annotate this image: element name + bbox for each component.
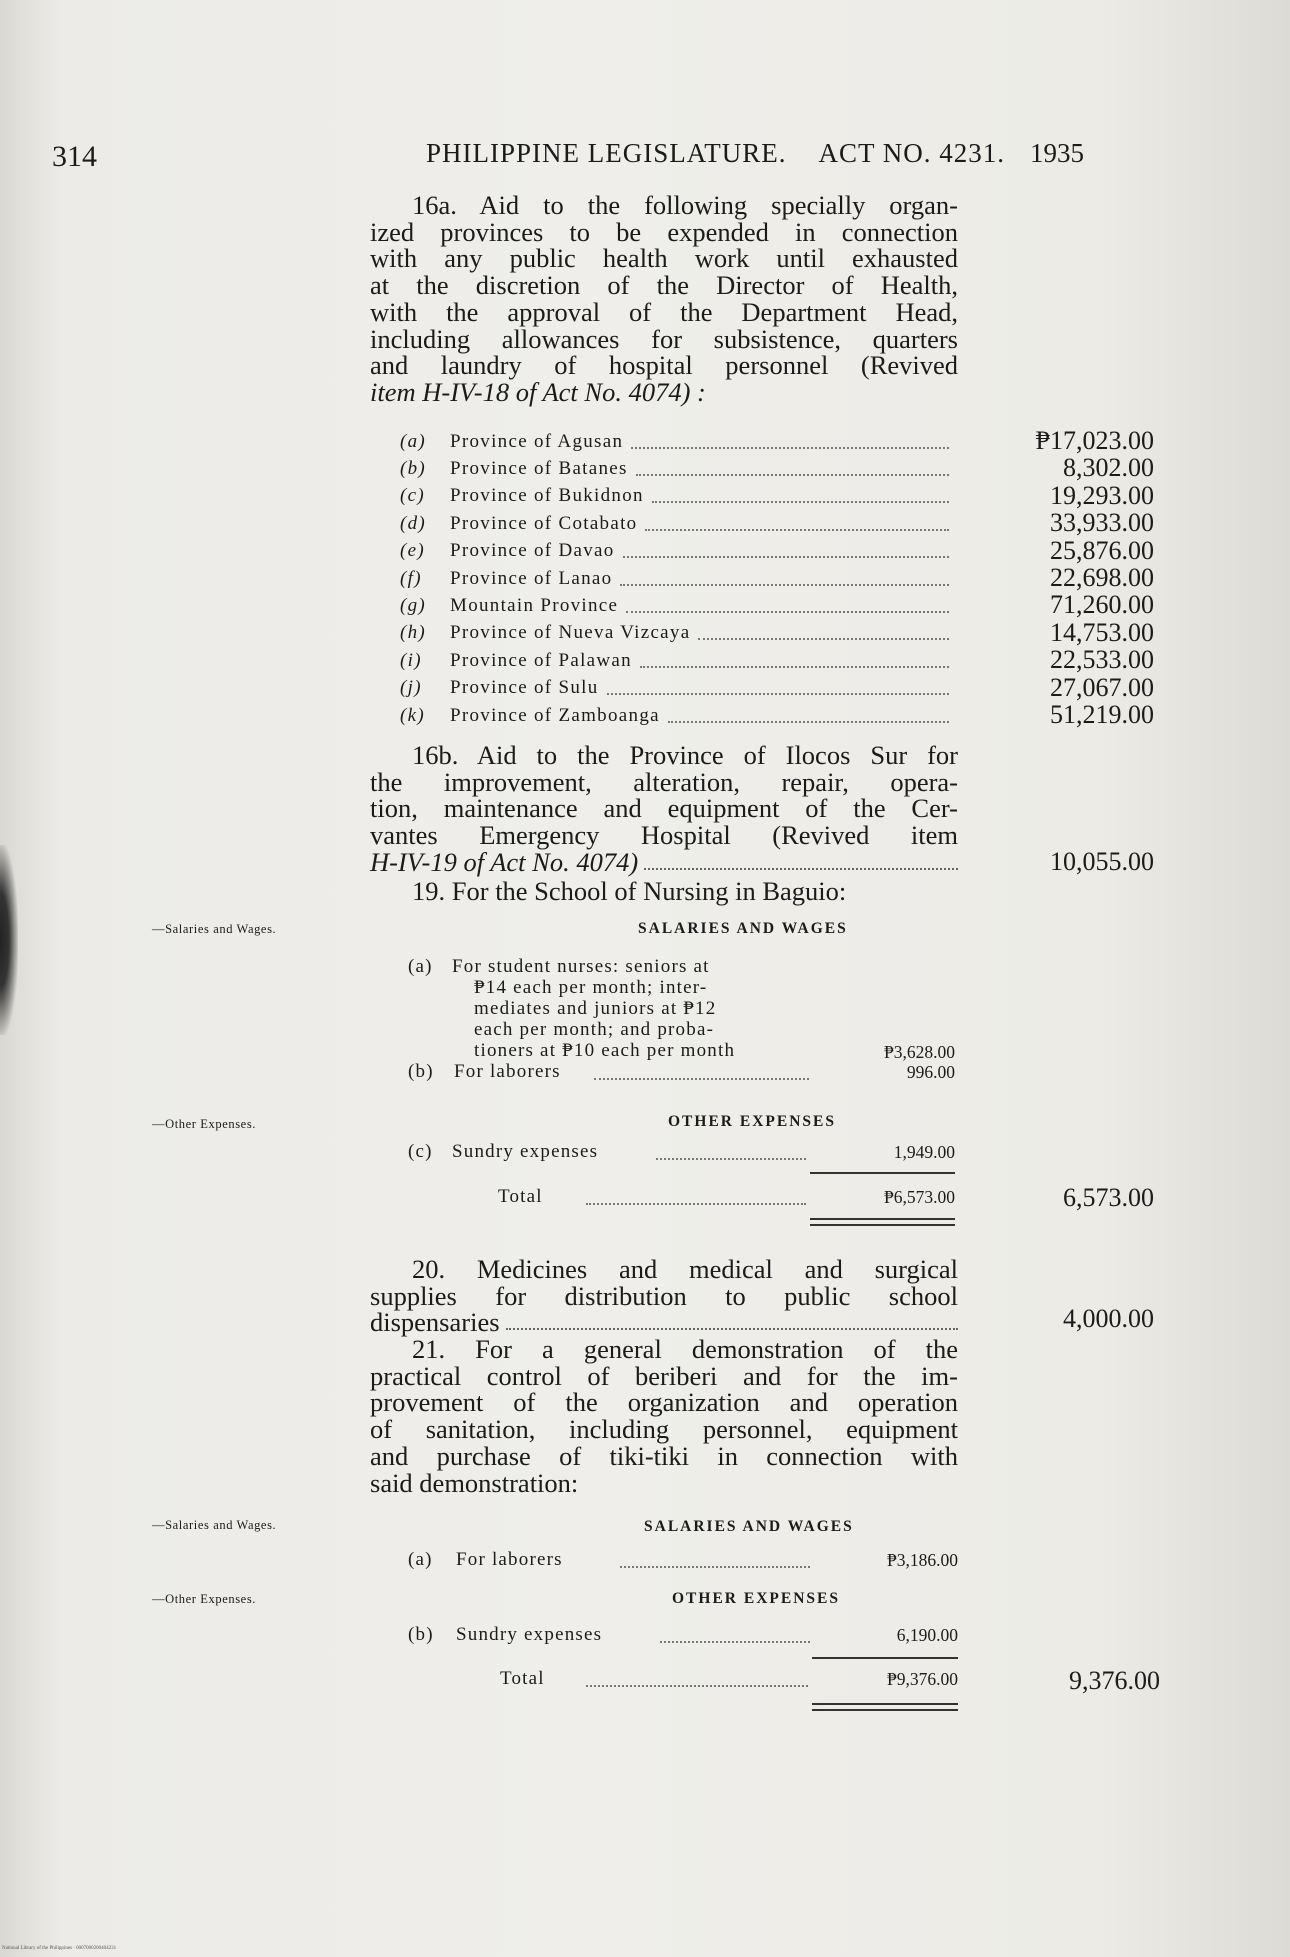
item-21-text (370, 1336, 958, 1496)
text-line: vantes Emergency Hospital (Revived item (370, 820, 958, 851)
province-letter: (c) (400, 485, 425, 507)
item-16b-amount: 10,055.00 (1050, 847, 1154, 876)
leader-dots (636, 462, 949, 476)
province-name: Province of Nueva Vizcaya (450, 622, 691, 644)
subtotal-rule (810, 1172, 955, 1174)
item-20-text (370, 1256, 958, 1336)
province-name: Province of Bukidnon (450, 485, 644, 507)
leader-dots (607, 681, 949, 695)
province-row (400, 510, 955, 537)
text-line: 16a. Aid to the following specially organ- (412, 190, 958, 220)
province-row (400, 565, 955, 592)
leader-dots (594, 1076, 809, 1080)
subtotal-rule (812, 1657, 958, 1659)
text-line: of sanitation, including personnel, equipment (370, 1414, 958, 1445)
leader-dots (645, 517, 949, 531)
text-line (370, 846, 958, 877)
scan-footer: National Library of the Philippines · 0007000200404231 (2, 1946, 117, 1951)
line-letter: (a) (408, 956, 433, 977)
line-text: Sundry expenses (456, 1624, 603, 1645)
province-letter: (a) (400, 430, 427, 452)
line-text: For student nurses: seniors at (452, 956, 710, 977)
province-amount: 19,293.00 (1050, 480, 1154, 510)
province-letter: (j) (400, 677, 422, 699)
province-name: Mountain Province (450, 594, 619, 616)
province-amount: ₱17,023.00 (1035, 426, 1154, 455)
section-title-other: OTHER EXPENSES (668, 1113, 836, 1130)
line-text: For laborers (456, 1549, 563, 1570)
text-line: tion, maintenance and equipment of the Cer- (370, 793, 958, 824)
province-amount: 33,933.00 (1050, 508, 1154, 538)
text-line: with the approval of the Department Head, (370, 296, 958, 327)
text-line: 21. For a general demonstration of the (412, 1334, 958, 1364)
leader-dots (620, 1564, 810, 1568)
sub-amount: 1,949.00 (893, 1142, 955, 1162)
section-title-salaries: SALARIES AND WAGES (638, 920, 848, 937)
binding-shadow (0, 845, 18, 1035)
province-letter: (f) (400, 567, 422, 589)
line-text: tioners at ₱10 each per month (474, 1040, 736, 1061)
province-row (400, 538, 955, 565)
text-line: and purchase of tiki-tiki in connection with (370, 1440, 958, 1471)
province-row (400, 455, 955, 482)
province-row (400, 647, 955, 674)
header-title: PHILIPPINE LEGISLATURE. (426, 138, 787, 168)
province-name: Province of Batanes (450, 457, 628, 479)
sub-amount: 6,190.00 (896, 1625, 958, 1645)
province-amount: 22,533.00 (1050, 645, 1154, 675)
leader-dots (506, 1328, 958, 1330)
province-amount: 14,753.00 (1050, 617, 1154, 647)
running-header (426, 138, 1005, 169)
text-line: 20. Medicines and medical and surgical (412, 1254, 958, 1284)
text-line: practical control of beriberi and for the im- (370, 1360, 958, 1391)
text-line: and laundry of hospital personnel (Revived (370, 350, 958, 381)
margin-note-other: —Other Expenses. (152, 1592, 257, 1606)
text-line: provement of the organization and operation (370, 1387, 958, 1418)
province-letter: (e) (400, 540, 425, 562)
text-line: the improvement, alteration, repair, opera- (370, 766, 958, 797)
text-line: ized provinces to be expended in connection (370, 216, 958, 247)
total-amount: ₱6,573.00 (884, 1187, 955, 1207)
line-text: ₱14 each per month; inter- (474, 977, 708, 998)
text-line: item H-IV-18 of Act No. 4074) : (370, 376, 706, 407)
leader-dots (620, 572, 949, 586)
province-name: Province of Lanao (450, 567, 613, 589)
item-19-amount: 6,573.00 (1063, 1183, 1154, 1212)
line-letter: (c) (408, 1141, 433, 1162)
line-text: Sundry expenses (452, 1141, 599, 1162)
total-label: Total (500, 1668, 545, 1689)
leader-dots (698, 626, 949, 640)
text-line: supplies for distribution to public school (370, 1280, 958, 1311)
item-21-amount: 9,376.00 (1069, 1666, 1160, 1695)
total-amount: ₱9,376.00 (887, 1669, 958, 1689)
province-row (400, 483, 955, 510)
line-text: For laborers (454, 1061, 561, 1082)
margin-note-salaries: —Salaries and Wages. (152, 922, 277, 936)
margin-note-other: —Other Expenses. (152, 1117, 257, 1131)
province-name: Province of Agusan (450, 430, 624, 452)
text-line: including allowances for subsistence, quarters (370, 323, 958, 354)
item-16b-text (370, 742, 958, 876)
leader-dots (586, 1683, 808, 1687)
leader-dots (640, 654, 949, 668)
province-row (400, 428, 955, 455)
header-year: 1935 (1030, 138, 1084, 168)
text-line: 16b. Aid to the Province of Ilocos Sur for (412, 740, 958, 770)
province-name: Province of Palawan (450, 649, 632, 671)
page-number: 314 (52, 140, 97, 173)
province-amount: 22,698.00 (1050, 563, 1154, 592)
province-letter: (g) (400, 594, 427, 616)
sub-amount: 996.00 (906, 1062, 955, 1082)
leader-dots (660, 1639, 810, 1643)
header-act: ACT NO. 4231. (818, 138, 1006, 168)
province-amount: 27,067.00 (1050, 672, 1154, 702)
section-title-other: OTHER EXPENSES (672, 1590, 840, 1607)
text-line: 19. For the School of Nursing in Baguio: (412, 876, 847, 906)
line-text: each per month; and proba- (474, 1019, 715, 1040)
leader-dots (668, 709, 949, 723)
province-name: Province of Davao (450, 540, 615, 562)
province-letter: (d) (400, 512, 427, 534)
text-line: said demonstration: (370, 1467, 579, 1498)
section-title-salaries: SALARIES AND WAGES (644, 1518, 854, 1535)
total-label: Total (498, 1186, 543, 1207)
double-rule (810, 1218, 955, 1226)
line-letter: (a) (408, 1549, 433, 1570)
province-amount: 51,219.00 (1050, 700, 1154, 729)
citation-text: H-IV-19 of Act No. 4074) (370, 846, 639, 877)
province-letter: (b) (400, 457, 427, 479)
text-line: with any public health work until exhausted (370, 243, 958, 274)
leader-dots (623, 544, 949, 558)
province-amount: 25,876.00 (1050, 535, 1154, 565)
leader-dots (656, 1156, 806, 1160)
item-20-amount: 4,000.00 (1063, 1304, 1154, 1333)
province-amount: 71,260.00 (1050, 590, 1154, 620)
sub-amount: ₱3,186.00 (887, 1550, 958, 1570)
province-name: Province of Cotabato (450, 512, 638, 534)
province-letter: (i) (400, 649, 422, 671)
leader-dots (652, 489, 949, 503)
province-letter: (k) (400, 704, 425, 726)
sub-amount: ₱3,628.00 (884, 1042, 955, 1062)
leader-dots (631, 435, 949, 449)
province-name: Province of Zamboanga (450, 704, 660, 726)
province-row (400, 675, 955, 702)
text-line (370, 1309, 958, 1336)
double-rule (812, 1703, 958, 1711)
line-text: mediates and juniors at ₱12 (474, 998, 717, 1019)
leader-dots (626, 599, 949, 613)
province-row (400, 592, 955, 619)
leader-dots (586, 1201, 806, 1205)
province-row (400, 620, 955, 647)
line-text: dispensaries (370, 1307, 500, 1338)
text-line: at the discretion of the Director of Health, (370, 270, 958, 301)
line-letter: (b) (408, 1061, 434, 1082)
province-row (400, 702, 955, 729)
line-letter: (b) (408, 1624, 434, 1645)
leader-dots (644, 868, 958, 870)
province-amount: 8,302.00 (1063, 453, 1154, 483)
item-16a-text (370, 192, 958, 406)
province-letter: (h) (400, 622, 427, 644)
item-19-heading (370, 878, 958, 905)
province-name: Province of Sulu (450, 677, 599, 699)
margin-note-salaries: —Salaries and Wages. (152, 1518, 277, 1532)
